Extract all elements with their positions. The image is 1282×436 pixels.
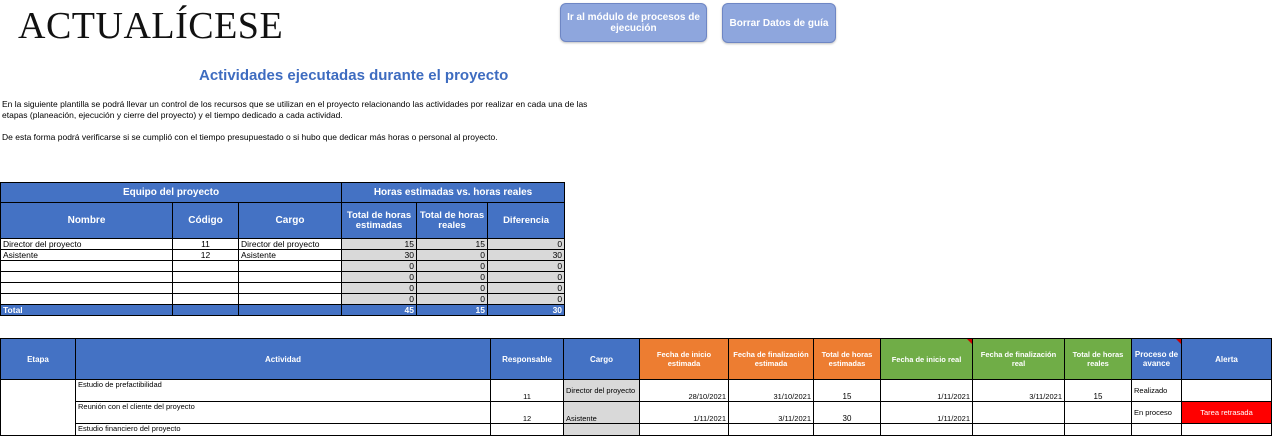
cell-cargo[interactable]: [564, 424, 640, 436]
cell-proceso-avance[interactable]: En proceso: [1132, 402, 1182, 424]
cell[interactable]: [173, 283, 239, 294]
team-group-header: Equipo del proyecto: [1, 183, 342, 203]
cell: [173, 305, 239, 316]
cell[interactable]: [173, 294, 239, 305]
cell-proceso-avance[interactable]: Realizado: [1132, 380, 1182, 402]
cell-alerta[interactable]: [1182, 380, 1272, 402]
cell[interactable]: 0: [342, 261, 417, 272]
cell-fecha-fin-estimada[interactable]: [729, 424, 814, 436]
cell[interactable]: 0: [417, 261, 488, 272]
cell[interactable]: 0: [488, 239, 565, 250]
cell[interactable]: 30: [342, 250, 417, 261]
table-row: [1, 283, 565, 294]
table-row: [1, 250, 565, 261]
total-horas-reales: 15: [417, 305, 488, 316]
total-diferencia: 30: [488, 305, 565, 316]
col-horas-reales: Total de horas reales: [1065, 339, 1132, 380]
col-cargo: Cargo: [239, 203, 342, 239]
cell-horas-estimadas[interactable]: 30: [814, 402, 881, 424]
intro-line-2: etapas (planeación, ejecución y cierre del proyecto) y el tiempo dedicado a cada actividad.: [2, 110, 343, 120]
total-label: Total: [1, 305, 173, 316]
cell[interactable]: Director del proyecto: [239, 239, 342, 250]
cell-fecha-inicio-estimada[interactable]: 28/10/2021: [640, 380, 729, 402]
table-row: [1, 272, 565, 283]
col-alerta: Alerta: [1182, 339, 1272, 380]
cell-fecha-inicio-estimada[interactable]: 1/11/2021: [640, 402, 729, 424]
table-row: [1, 402, 1272, 424]
activity-table: [0, 338, 1272, 436]
table-row: [1, 261, 565, 272]
cell-etapa[interactable]: [1, 380, 76, 436]
intro-paragraph-2: De esta forma podrá verificarse si se cumplió con el tiempo presupuestado o si hubo que dedicar más horas o personal al proyecto.: [2, 132, 498, 142]
col-fecha-inicio-estimada: Fecha de inicio estimada: [640, 339, 729, 380]
cell[interactable]: 15: [417, 239, 488, 250]
intro-paragraph: [2, 99, 652, 121]
cell-fecha-fin-estimada[interactable]: 3/11/2021: [729, 402, 814, 424]
cell-responsable[interactable]: [491, 424, 564, 436]
cell-cargo[interactable]: Director del proyecto: [564, 380, 640, 402]
clear-guide-data-button[interactable]: Borrar Datos de guía: [722, 3, 836, 43]
col-nombre: Nombre: [1, 203, 173, 239]
cell[interactable]: 0: [488, 294, 565, 305]
col-responsable: Responsable: [491, 339, 564, 380]
cell-cargo[interactable]: Asistente: [564, 402, 640, 424]
cell[interactable]: [1, 283, 173, 294]
cell[interactable]: 0: [488, 283, 565, 294]
cell-responsable[interactable]: 12: [491, 402, 564, 424]
actualicese-logo: ACTUALÍCESE: [18, 5, 284, 47]
page-title: Actividades ejecutadas durante el proyecto: [199, 67, 509, 84]
cell-fecha-fin-real[interactable]: 3/11/2021: [973, 380, 1065, 402]
cell-fecha-inicio-real[interactable]: 1/11/2021: [881, 380, 973, 402]
cell[interactable]: 11: [173, 239, 239, 250]
cell[interactable]: Asistente: [239, 250, 342, 261]
cell-fecha-fin-real[interactable]: [973, 402, 1065, 424]
cell-horas-reales[interactable]: 15: [1065, 380, 1132, 402]
cell-actividad[interactable]: Reunión con el cliente del proyecto: [76, 402, 491, 424]
cell-alerta[interactable]: Tarea retrasada: [1182, 402, 1272, 424]
cell-horas-estimadas[interactable]: 15: [814, 380, 881, 402]
col-cargo: Cargo: [564, 339, 640, 380]
cell[interactable]: 0: [417, 272, 488, 283]
cell[interactable]: Asistente: [1, 250, 173, 261]
cell[interactable]: 0: [342, 283, 417, 294]
cell-fecha-fin-real[interactable]: [973, 424, 1065, 436]
cell[interactable]: [239, 283, 342, 294]
cell[interactable]: [173, 261, 239, 272]
col-horas-estimadas: Total de horas estimadas: [814, 339, 881, 380]
cell-fecha-inicio-real[interactable]: 1/11/2021: [881, 402, 973, 424]
cell-fecha-inicio-real[interactable]: [881, 424, 973, 436]
cell-horas-reales[interactable]: [1065, 402, 1132, 424]
cell[interactable]: [239, 272, 342, 283]
cell-fecha-fin-estimada[interactable]: 31/10/2021: [729, 380, 814, 402]
col-horas-reales: Total de horas reales: [417, 203, 488, 239]
cell-actividad[interactable]: Estudio de prefactibilidad: [76, 380, 491, 402]
cell[interactable]: 0: [342, 294, 417, 305]
hours-group-header: Horas estimadas vs. horas reales: [342, 183, 565, 203]
cell-alerta[interactable]: [1182, 424, 1272, 436]
col-fecha-fin-estimada: Fecha de finalización estimada: [729, 339, 814, 380]
cell[interactable]: [1, 272, 173, 283]
cell[interactable]: [173, 272, 239, 283]
col-diferencia: Diferencia: [488, 203, 565, 239]
table-row: [1, 239, 565, 250]
table-row: [1, 294, 565, 305]
cell[interactable]: 15: [342, 239, 417, 250]
cell-actividad[interactable]: Estudio financiero del proyecto: [76, 424, 491, 436]
col-codigo: Código: [173, 203, 239, 239]
cell-horas-estimadas[interactable]: [814, 424, 881, 436]
cell[interactable]: 0: [488, 272, 565, 283]
table-row: [1, 380, 1272, 402]
cell[interactable]: 0: [417, 294, 488, 305]
col-actividad: Actividad: [76, 339, 491, 380]
col-proceso-avance: Proceso de avance: [1132, 339, 1182, 380]
goto-execution-module-button[interactable]: Ir al módulo de procesos de ejecución: [560, 3, 707, 42]
cell[interactable]: 0: [342, 272, 417, 283]
col-horas-estimadas: Total de horas estimadas: [342, 203, 417, 239]
cell-horas-reales[interactable]: [1065, 424, 1132, 436]
cell[interactable]: 12: [173, 250, 239, 261]
col-etapa: Etapa: [1, 339, 76, 380]
cell[interactable]: Director del proyecto: [1, 239, 173, 250]
intro-line-1: En la siguiente plantilla se podrá llevar un control de los recursos que se utilizan en el proyecto relacionando las actividades por realizar en cada una de las: [2, 99, 588, 109]
cell[interactable]: 30: [488, 250, 565, 261]
cell[interactable]: 0: [417, 283, 488, 294]
team-table: [0, 182, 565, 316]
cell: [239, 305, 342, 316]
cell[interactable]: 0: [417, 250, 488, 261]
cell-proceso-avance[interactable]: [1132, 424, 1182, 436]
cell[interactable]: [1, 261, 173, 272]
table-row: [1, 424, 1272, 436]
total-horas-estimadas: 45: [342, 305, 417, 316]
cell[interactable]: [1, 294, 173, 305]
cell[interactable]: [239, 294, 342, 305]
cell[interactable]: 0: [488, 261, 565, 272]
cell-responsable[interactable]: 11: [491, 380, 564, 402]
col-fecha-inicio-real: Fecha de inicio real: [881, 339, 973, 380]
total-row: [1, 305, 565, 316]
cell[interactable]: [239, 261, 342, 272]
cell-fecha-inicio-estimada[interactable]: [640, 424, 729, 436]
col-fecha-fin-real: Fecha de finalización real: [973, 339, 1065, 380]
